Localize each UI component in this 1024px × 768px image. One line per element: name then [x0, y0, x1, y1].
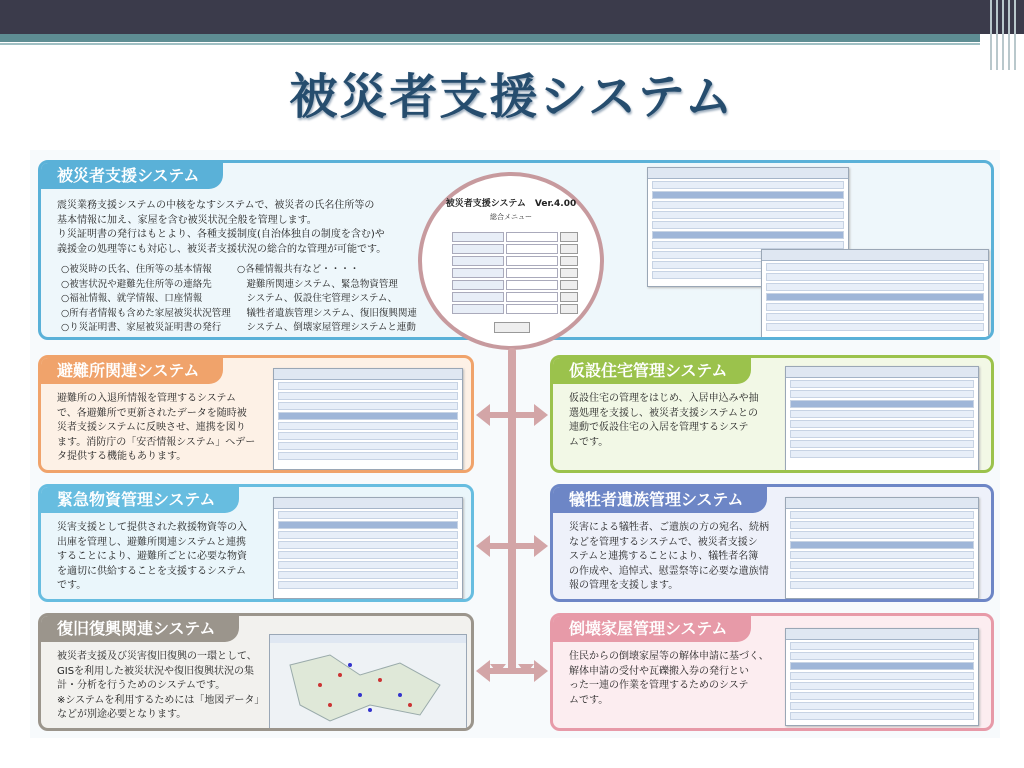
- slide-header-stripe: [0, 34, 980, 42]
- connector-arrow-recovery-collapsed: [476, 660, 548, 682]
- panel-shelter-desc: 避難所の入退所情報を管理するシステム で、各避難所で更新されたデータを随時被 災者支援システムに反映させ、連携を図り ます。消防庁の「安否情報システム」へデー タ提供する機能もあります。: [57, 393, 256, 462]
- panel-main-features-left: ○被災時の氏名、住所等の基本情報 ○被害状況や避難先住所等の連絡先 ○福祉情報、就学情報、口座情報 ○所有者情報も含めた家屋被災状況管理 ○り災証明書、家屋被災証明書の発行: [61, 264, 231, 333]
- panel-supplies-title: 緊急物資管理システム: [41, 487, 239, 513]
- panel-supplies-desc: 災害支援として提供された救援物資等の入 出庫を管理し、避難所関連システムと連携 することにより、避難所ごとに必要な物資 を適切に供給することを支援するシステム です。: [57, 522, 247, 591]
- supplies-screen-thumbnail: [273, 497, 463, 599]
- panel-shelter-title: 避難所関連システム: [41, 358, 223, 384]
- panel-collapsed-system: [550, 613, 994, 731]
- menu-row[interactable]: [452, 292, 578, 300]
- menu-row[interactable]: [452, 280, 578, 288]
- panel-recovery-system: [38, 613, 474, 731]
- panel-shelter-system: [38, 355, 474, 473]
- menu-close-button[interactable]: [494, 322, 530, 333]
- panel-main-desc: 震災業務支援システムの中核をなすシステムで、被災者の氏名住所等の 基本情報に加え、家屋を含む被災状況全般を管理します。 り災証明書の発行はもとより、各種支援制度(自治体独自の制度を含む)や 義援金の処理等にも対応し、被災者支援状況の総合的な管理が可能です。: [57, 200, 387, 255]
- main-screen-thumbnail-2: [761, 249, 989, 339]
- menu-title: 被災者支援システム Ver.4.00: [445, 199, 577, 209]
- menu-row[interactable]: [452, 232, 578, 240]
- gis-map-icon: [270, 635, 466, 729]
- connector-arrow-shelter-housing: [476, 404, 548, 426]
- panel-main-title: 被災者支援システム: [41, 163, 223, 189]
- panel-main-features-right: ○各種情報共有など・・・・ 避難所関連システム、緊急物資管理 システム、仮設住宅管理システム、 犠牲者遺族管理システム、復旧復興関連 システム、倒壊家屋管理システムと連動: [237, 264, 417, 333]
- panel-recovery-desc: 被災者支援及び災害復旧復興の一環として、 GISを利用した被災状況や復旧復興状況の集 計・分析を行うためのシステムです。 ※システムを利用するためには「地図データ」 などが別途必要となります。: [57, 651, 265, 720]
- menu-row[interactable]: [452, 304, 578, 312]
- panel-victims-system: [550, 484, 994, 602]
- slide-header-bar: [0, 0, 1024, 34]
- slide-header-stripe-thin: [0, 43, 980, 45]
- panel-victims-desc: 災害による犠牲者、ご遺族の方の宛名、続柄 などを管理するシステムで、被災者支援シ ステムと連携することにより、犠牲者名簿 の作成や、追悼式、慰霊祭等に必要な遺族情 報の管理を支援します。: [569, 522, 769, 591]
- panel-recovery-title: 復旧復興関連システム: [41, 616, 239, 642]
- panel-victims-title: 犠牲者遺族管理システム: [553, 487, 767, 513]
- panel-housing-system: [550, 355, 994, 473]
- shelter-screen-thumbnail: [273, 368, 463, 470]
- panel-housing-desc: 仮設住宅の管理をはじめ、入居申込みや抽 選処理を支援し、被災者支援システムとの 連動で仮設住宅の入居を管理するシステ ムです。: [569, 393, 759, 448]
- victims-screen-thumbnail: [785, 497, 979, 599]
- connector-arrow-supplies-victims: [476, 535, 548, 557]
- total-menu-circle: [418, 172, 604, 350]
- slide-title: 被災者支援システム: [289, 69, 735, 125]
- menu-subtitle: 総合メニュー: [490, 213, 532, 221]
- panel-collapsed-title: 倒壊家屋管理システム: [553, 616, 751, 642]
- connector-trunk: [508, 348, 516, 673]
- panel-supplies-system: [38, 484, 474, 602]
- menu-row[interactable]: [452, 256, 578, 264]
- panel-collapsed-desc: 住民からの倒壊家屋等の解体申請に基づく、 解体申請の受付や瓦礫搬入券の発行とい った一連の作業を管理するためのシステ ムです。: [569, 651, 769, 706]
- panel-housing-title: 仮設住宅管理システム: [553, 358, 751, 384]
- gis-map-thumbnail: [269, 634, 467, 730]
- menu-row[interactable]: [452, 268, 578, 276]
- collapsed-screen-thumbnail: [785, 628, 979, 726]
- housing-screen-thumbnail: [785, 366, 979, 472]
- menu-row[interactable]: [452, 244, 578, 252]
